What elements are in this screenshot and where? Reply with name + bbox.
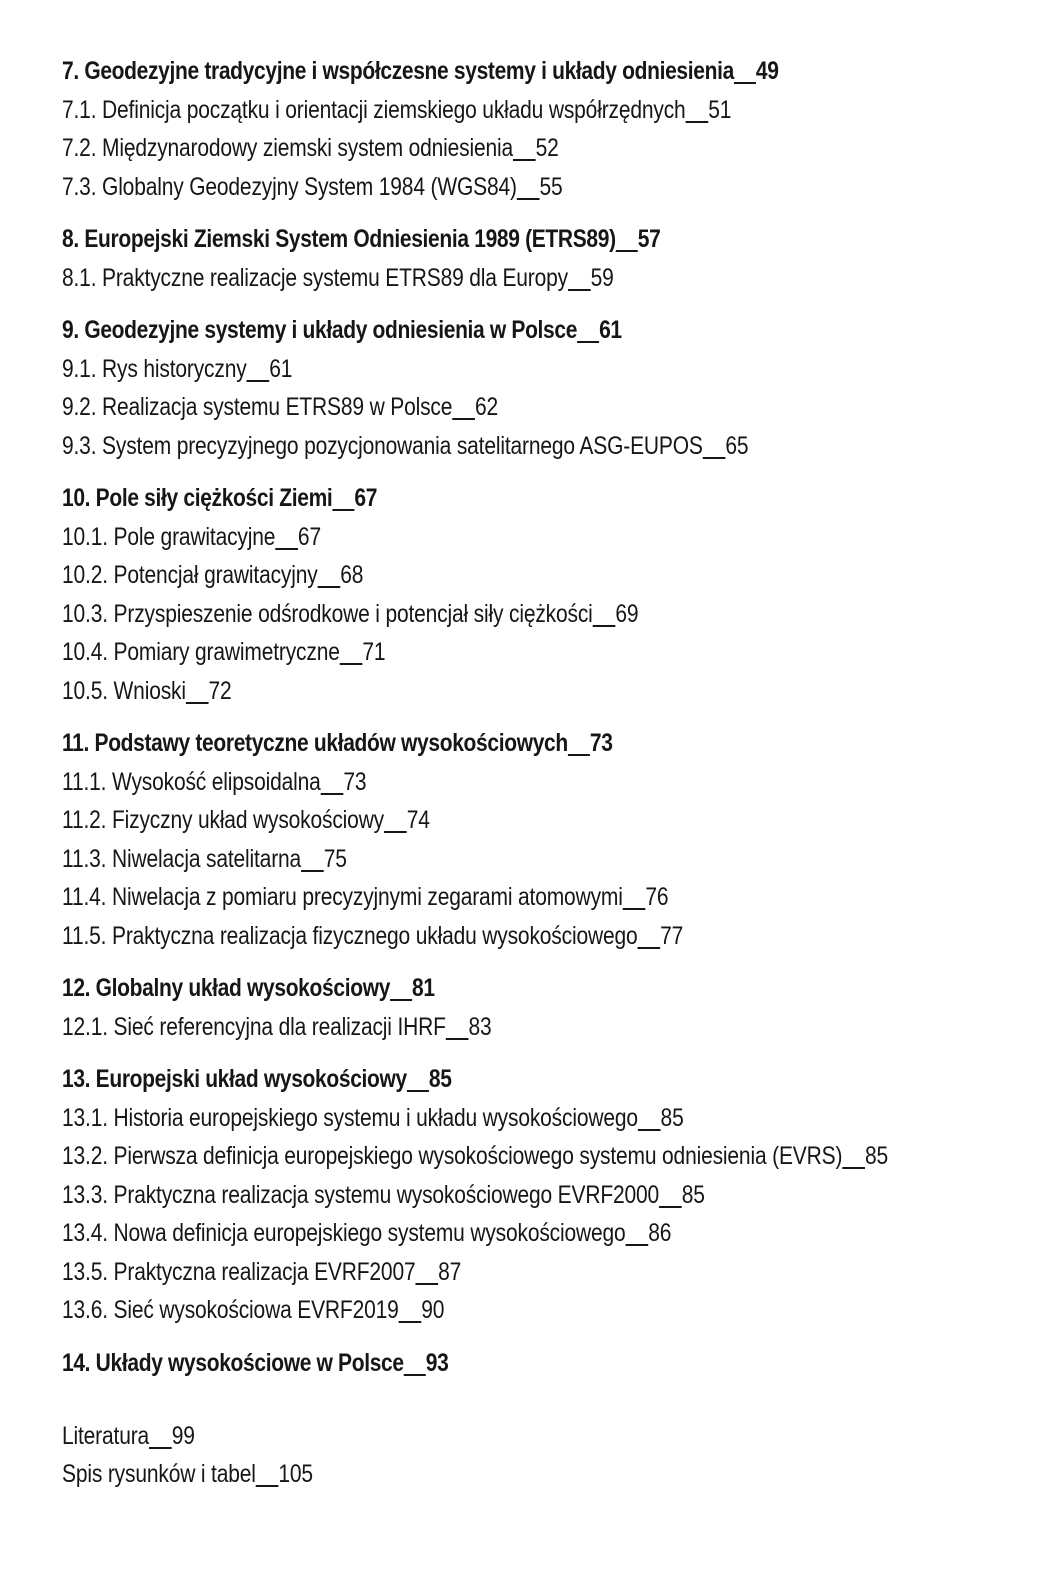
entry-title: 11. Podstawy teoretyczne układów wysokościowych	[62, 729, 568, 757]
subsection-entry	[62, 672, 877, 711]
entry-page-number: 72	[208, 676, 232, 705]
subsection-entry	[62, 633, 877, 672]
entry-title: 13.4. Nowa definicja europejskiego systemu wysokościowego	[62, 1219, 626, 1247]
leader-underline	[568, 264, 591, 292]
subsection-entry	[62, 840, 877, 879]
entry-page-number: 99	[171, 1422, 195, 1450]
entry-title: 10.2. Potencjał grawitacyjny	[62, 561, 318, 589]
entry-title: 10.1. Pole grawitacyjne	[62, 522, 276, 551]
entry-page-number: 68	[340, 561, 364, 589]
leader-underline	[247, 355, 270, 383]
entry-page-number: 75	[323, 844, 347, 873]
subsection-entry	[62, 1176, 877, 1215]
leader-underline	[626, 1219, 649, 1247]
entry-title: 8.1. Praktyczne realizacje systemu ETRS89 dla Europy	[62, 263, 568, 292]
back-matter-entry	[62, 1417, 313, 1455]
subsection-entry	[62, 129, 877, 168]
entry-title: Literatura	[62, 1422, 150, 1450]
entry-page-number: 61	[269, 354, 293, 383]
leader-underline	[577, 316, 599, 344]
entry-page-number: 67	[354, 484, 378, 512]
entry-title: 10.4. Pomiary grawimetryczne	[62, 638, 340, 666]
leader-underline	[842, 1142, 865, 1170]
entry-page-number: 85	[660, 1103, 684, 1132]
leader-underline	[659, 1181, 682, 1209]
subsection-entry	[62, 1099, 877, 1138]
chapter-heading	[62, 969, 877, 1008]
entry-title: Spis rysunków i tabel	[62, 1460, 256, 1488]
entry-page-number: 76	[645, 883, 669, 911]
subsection-entry	[62, 259, 877, 298]
entry-title: 14. Układy wysokościowe w Polsce	[62, 1348, 404, 1377]
entry-title: 7.3. Globalny Geodezyjny System 1984 (WGS84)	[62, 172, 517, 201]
chapter-section	[62, 311, 1032, 465]
subsection-entry	[62, 763, 877, 802]
leader-underline	[384, 806, 407, 834]
leader-underline	[407, 1065, 429, 1093]
entry-title: 10.3. Przyspieszenie odśrodkowe i potencjał siły ciężkości	[62, 599, 593, 628]
entry-page-number: 73	[343, 767, 367, 796]
entry-title: 11.3. Niwelacja satelitarna	[62, 844, 302, 873]
entry-title: 7. Geodezyjne tradycyjne i współczesne systemy i układy odniesienia	[62, 57, 734, 85]
leader-underline	[593, 600, 616, 628]
entry-page-number: 62	[474, 393, 498, 421]
subsection-entry	[62, 518, 877, 557]
entry-title: 11.1. Wysokość elipsoidalna	[62, 767, 321, 796]
leader-underline	[275, 523, 298, 551]
entry-page-number: 59	[590, 263, 614, 292]
chapter-section	[62, 1344, 1032, 1383]
subsection-entry	[62, 1137, 888, 1176]
entry-title: 8. Europejski Ziemski System Odniesienia 1989 (ETRS89)	[62, 225, 616, 253]
leader-underline	[149, 1422, 172, 1450]
leader-underline	[256, 1460, 279, 1488]
subsection-entry	[62, 168, 877, 207]
leader-underline	[638, 1104, 661, 1132]
chapter-heading	[62, 1344, 877, 1383]
leader-underline	[686, 96, 709, 124]
leader-underline	[452, 393, 475, 421]
entry-page-number: 67	[297, 522, 321, 551]
entry-title: 13.2. Pierwsza definicja europejskiego wysokościowego systemu odniesienia (EVRS)	[62, 1142, 843, 1170]
chapter-section	[62, 220, 1032, 297]
chapter-heading	[62, 311, 877, 350]
leader-underline	[637, 922, 660, 950]
leader-underline	[390, 974, 412, 1002]
entry-page-number: 49	[755, 57, 779, 85]
back-matter	[62, 1417, 361, 1493]
leader-underline	[446, 1013, 469, 1041]
chapter-heading	[62, 1060, 877, 1099]
entry-page-number: 77	[660, 921, 684, 950]
entry-page-number: 90	[421, 1296, 445, 1324]
entry-page-number: 85	[428, 1065, 452, 1093]
entry-title: 7.2. Międzynarodowy ziemski system odniesienia	[62, 134, 513, 162]
chapter-heading	[62, 220, 877, 259]
leader-underline	[399, 1296, 422, 1324]
subsection-entry	[62, 556, 877, 595]
entry-title: 11.5. Praktyczna realizacja fizycznego układu wysokościowego	[62, 921, 638, 950]
leader-underline	[517, 173, 540, 201]
chapter-section	[62, 724, 1032, 955]
subsection-entry	[62, 1253, 877, 1292]
entry-page-number: 65	[725, 431, 749, 460]
subsection-entry	[62, 801, 877, 840]
chapter-section	[62, 969, 1032, 1046]
entry-title: 9.3. System precyzyjnego pozycjonowania satelitarnego ASG-EUPOS	[62, 431, 703, 460]
entry-page-number: 85	[864, 1142, 888, 1170]
entry-page-number: 57	[637, 225, 661, 253]
entry-page-number: 87	[438, 1257, 462, 1286]
subsection-entry	[62, 350, 877, 389]
subsection-entry	[62, 1214, 877, 1253]
entry-page-number: 73	[589, 729, 613, 757]
chapter-section	[62, 1060, 1032, 1330]
entry-title: 7.1. Definicja początku i orientacji ziemskiego układu współrzędnych	[62, 95, 686, 124]
subsection-entry	[62, 91, 877, 130]
chapter-heading	[62, 52, 877, 91]
entry-title: 13.1. Historia europejskiego systemu i układu wysokościowego	[62, 1103, 638, 1132]
leader-underline	[703, 432, 726, 460]
entry-title: 13.5. Praktyczna realizacja EVRF2007	[62, 1257, 416, 1286]
entry-title: 10.5. Wnioski	[62, 676, 186, 705]
subsection-entry	[62, 595, 877, 634]
entry-title: 13.6. Sieć wysokościowa EVRF2019	[62, 1296, 399, 1324]
entry-page-number: 86	[648, 1219, 672, 1247]
leader-underline	[616, 225, 638, 253]
leader-underline	[513, 134, 536, 162]
chapter-section	[62, 52, 1032, 206]
entry-title: 11.2. Fizyczny układ wysokościowy	[62, 806, 385, 834]
entry-page-number: 71	[362, 638, 386, 666]
entry-title: 10. Pole siły ciężkości Ziemi	[62, 484, 333, 512]
entry-page-number: 55	[539, 172, 563, 201]
entry-page-number: 85	[681, 1180, 705, 1209]
leader-underline	[186, 677, 209, 705]
entry-title: 9.2. Realizacja systemu ETRS89 w Polsce	[62, 393, 453, 421]
leader-underline	[321, 768, 344, 796]
chapter-section	[62, 479, 1032, 710]
subsection-entry	[62, 1291, 877, 1330]
entry-title: 11.4. Niwelacja z pomiaru precyzyjnymi zegarami atomowymi	[62, 883, 623, 911]
entry-page-number: 61	[599, 316, 622, 344]
entry-page-number: 83	[468, 1012, 492, 1041]
leader-underline	[318, 561, 341, 589]
leader-underline	[623, 883, 646, 911]
entry-page-number: 105	[278, 1460, 313, 1488]
chapter-heading	[62, 724, 877, 763]
subsection-entry	[62, 1008, 877, 1047]
entry-title: 12. Globalny układ wysokościowy	[62, 974, 391, 1002]
entry-page-number: 74	[406, 806, 430, 834]
entry-page-number: 69	[615, 599, 639, 628]
subsection-entry	[62, 878, 877, 917]
entry-page-number: 81	[412, 974, 435, 1002]
entry-title: 13. Europejski układ wysokościowy	[62, 1065, 407, 1093]
leader-underline	[332, 484, 354, 512]
chapter-heading	[62, 479, 877, 518]
subsection-entry	[62, 388, 877, 427]
entry-page-number: 93	[425, 1348, 449, 1377]
leader-underline	[301, 845, 324, 873]
back-matter-entry	[62, 1455, 313, 1493]
entry-page-number: 51	[708, 95, 732, 124]
table-of-contents	[62, 52, 1032, 1398]
entry-title: 12.1. Sieć referencyjna dla realizacji IHRF	[62, 1012, 446, 1041]
entry-page-number: 52	[535, 134, 559, 162]
leader-underline	[404, 1349, 426, 1377]
entry-title: 9.1. Rys historyczny	[62, 354, 247, 383]
subsection-entry	[62, 427, 877, 466]
leader-underline	[415, 1258, 438, 1286]
entry-title: 13.3. Praktyczna realizacja systemu wysokościowego EVRF2000	[62, 1180, 660, 1209]
entry-title: 9. Geodezyjne systemy i układy odniesienia w Polsce	[62, 316, 578, 344]
subsection-entry	[62, 917, 877, 956]
leader-underline	[340, 638, 363, 666]
leader-underline	[568, 729, 590, 757]
leader-underline	[734, 57, 756, 85]
